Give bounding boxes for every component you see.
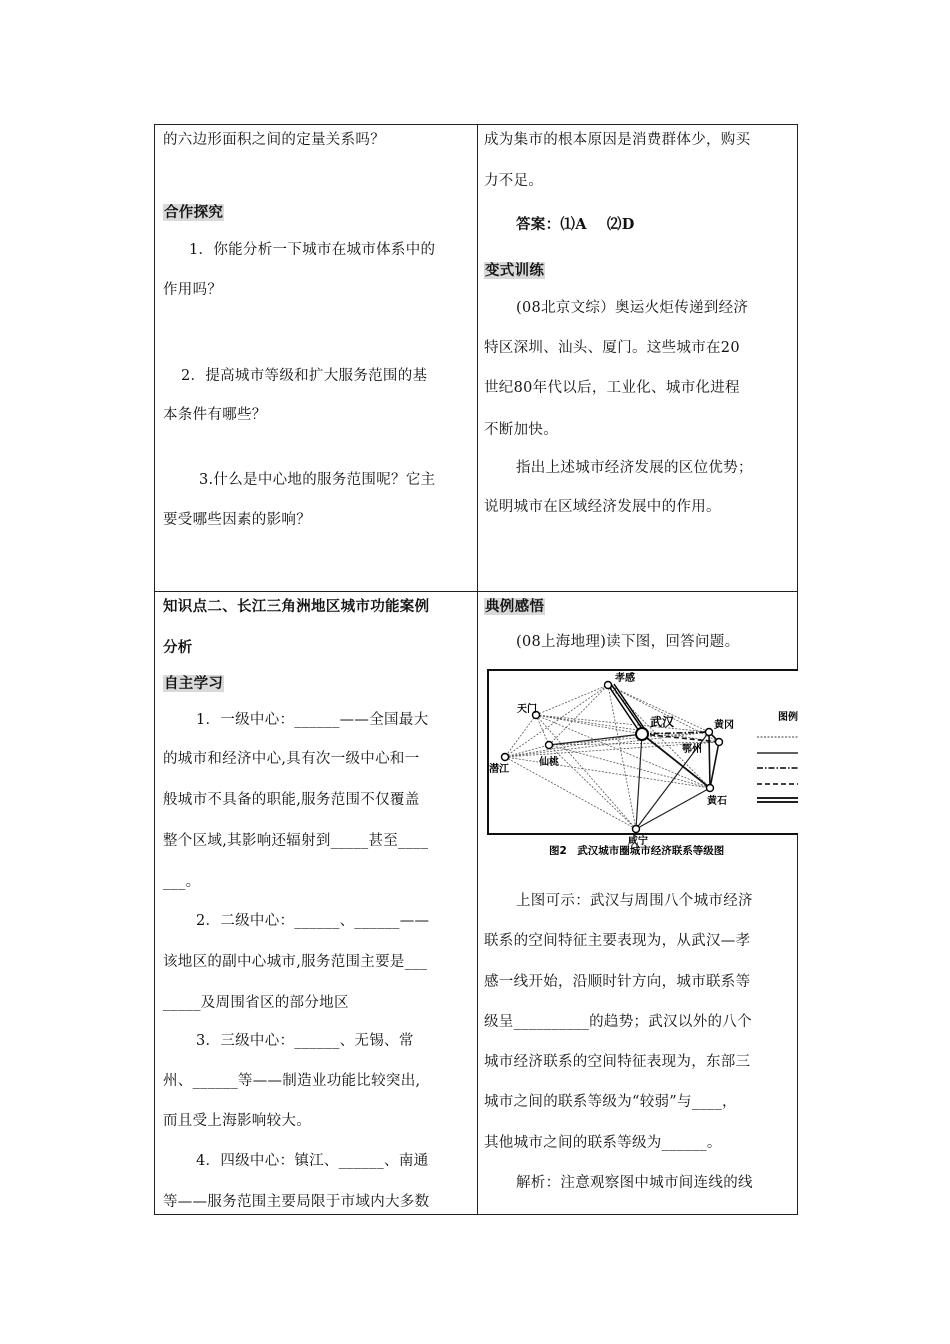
right-top-line2: 力不足。	[484, 173, 544, 189]
city-node-wuhan	[636, 728, 648, 740]
self-study-line13: 等——服务范围主要局限于市域内大多数	[163, 1194, 430, 1210]
question-2-line1: 2．提高城市等级和扩大服务范围的基	[181, 368, 428, 384]
variant-line3: 世纪80年代以后，工业化、城市化进程	[484, 380, 740, 396]
city-label-wuhan: 武汉	[650, 715, 675, 729]
analysis-line4: 级呈__________的趋势；武汉以外的八个	[484, 1014, 752, 1030]
map-caption: 图2 武汉城市圈城市经济联系等级图	[549, 845, 725, 855]
question-3-line2: 要受哪些因素的影响？	[163, 512, 311, 528]
city-node-xianning	[633, 826, 640, 833]
city-node-xiaogan	[605, 682, 612, 689]
self-study-line8: _____及周围省区的部分地区	[163, 995, 349, 1011]
city-node-ezhou	[716, 739, 723, 746]
city-node-qianjiang	[502, 754, 509, 761]
self-study-line9: 3．三级中心：______、无锡、常	[196, 1033, 414, 1049]
self-study-line10: 州、______等——制造业功能比较突出,	[163, 1073, 421, 1089]
wuhan-city-circle-map	[487, 668, 798, 855]
city-node-xiantao	[546, 742, 553, 749]
right-top-line1: 成为集市的根本原因是消费群体少，购买	[484, 132, 751, 148]
city-label-huangshi: 黄石	[707, 796, 727, 807]
self-study-line2: 的城市和经济中心,具有次一级中心和一	[163, 751, 420, 767]
city-label-ezhou: 鄂州	[682, 744, 702, 755]
question-3-line1: 3.什么是中心地的服务范围呢？它主	[199, 472, 436, 488]
example-intro: (08上海地理)读下图，回答问题。	[516, 634, 740, 650]
question-1-line1: 1．你能分析一下城市在城市体系中的	[189, 242, 436, 258]
column-divider	[477, 125, 478, 1214]
section-cooperative-inquiry: 合作探究	[164, 204, 224, 221]
variant-line1: (08北京文综）奥运火炬传递到经济	[516, 300, 749, 316]
self-study-line5: ___。	[163, 874, 201, 890]
analysis-line2: 联系的空间特征主要表现为，从武汉—孝	[484, 933, 751, 949]
self-study-line1: 1．一级中心：______——全国最大	[196, 712, 429, 728]
answer-line: 答案：⑴A ⑵D	[516, 216, 635, 233]
variant-line4: 不断加快。	[484, 422, 558, 438]
legend-title: 图例	[778, 712, 798, 723]
self-study-line11: 而且受上海影响较大。	[163, 1113, 311, 1129]
analysis-line1: 上图可示：武汉与周围八个城市经济	[516, 893, 753, 909]
self-study-line3: 般城市不具备的职能,服务范围不仅覆盖	[163, 792, 420, 808]
knowledge-point-title-line2: 分析	[163, 639, 193, 656]
city-node-huangshi	[707, 785, 714, 792]
city-label-xiaogan: 孝感	[615, 673, 635, 684]
analysis-line3: 感一线开始，沿顺时针方向，城市联系等	[484, 974, 751, 990]
city-label-qianjiang: 潜江	[489, 764, 509, 775]
question-2-line2: 本条件有哪些？	[163, 407, 267, 423]
city-label-xianning: 咸宁	[628, 836, 648, 847]
knowledge-point-title-line1: 知识点二、长江三角洲地区城市功能案例	[163, 598, 430, 615]
row-divider	[155, 591, 797, 592]
variant-line5: 指出上述城市经济发展的区位优势；	[516, 460, 753, 476]
question-1-line2: 作用吗？	[163, 282, 223, 298]
analysis-line8: 解析：注意观察图中城市间连线的线	[516, 1175, 753, 1191]
city-node-huanggang	[706, 729, 713, 736]
self-study-line4: 整个区域,其影响还辐射到_____甚至____	[163, 833, 429, 849]
self-study-line7: 该地区的副中心城市,服务范围主要是___	[163, 954, 428, 970]
section-variant-training: 变式训练	[485, 262, 545, 279]
analysis-line5: 城市经济联系的空间特征表现为，东部三	[484, 1054, 751, 1070]
city-label-tianmen: 天门	[517, 704, 537, 715]
analysis-line6: 城市之间的联系等级为“较弱”与____，	[484, 1094, 737, 1110]
analysis-line7: 其他城市之间的联系等级为______。	[484, 1135, 722, 1151]
section-typical-example: 典例感悟	[485, 598, 545, 615]
variant-line6: 说明城市在区域经济发展中的作用。	[484, 499, 721, 515]
city-label-huanggang: 黄冈	[714, 720, 734, 731]
self-study-line12: 4．四级中心：镇江、______、南通	[196, 1153, 429, 1169]
section-self-study: 自主学习	[164, 675, 224, 692]
city-label-xiantao: 仙桃	[539, 757, 559, 768]
self-study-line6: 2．二级中心：______、______——	[196, 913, 430, 929]
left-top-line: 的六边形面积之间的定量关系吗？	[163, 132, 385, 148]
variant-line2: 特区深圳、汕头、厦门。这些城市在20	[484, 340, 740, 356]
